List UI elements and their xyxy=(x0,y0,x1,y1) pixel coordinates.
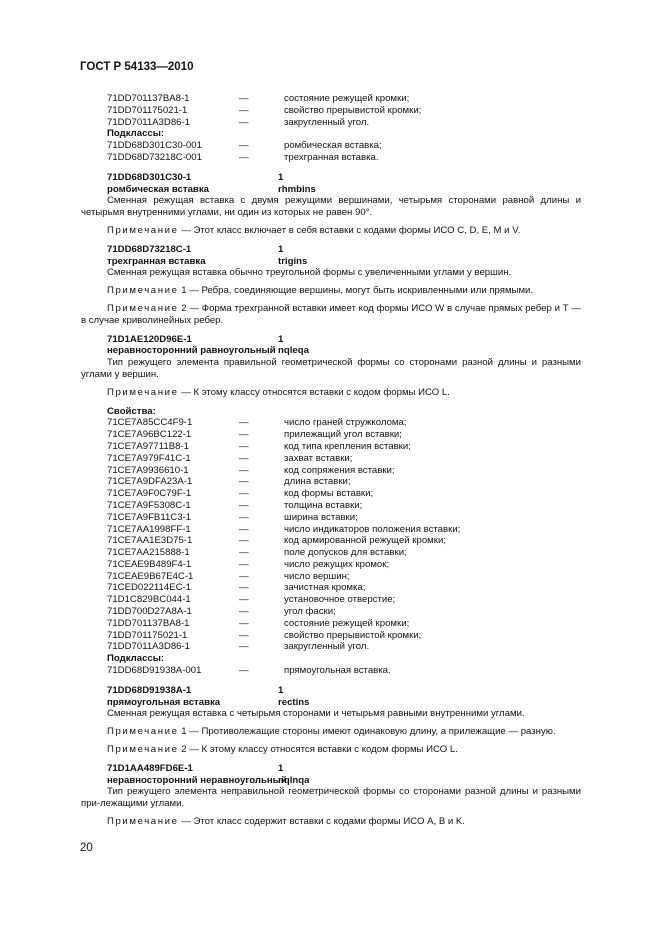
list-item xyxy=(107,571,581,583)
list-item xyxy=(107,117,581,129)
item-name: код типа крепления вставки; xyxy=(284,440,411,452)
note-text: 2 — К этому классу относятся вставки с кодом формы ИСО L. xyxy=(178,744,458,756)
list-item xyxy=(107,582,581,594)
list-item xyxy=(107,453,581,465)
item-code: 71DD700D27A8A-1 xyxy=(107,606,192,618)
item-code: 71CEAE9B489F4-1 xyxy=(107,558,192,570)
class-name: неравносторонний равноугольный xyxy=(107,345,276,357)
item-name: ширина вставки; xyxy=(284,511,358,523)
page-content xyxy=(81,93,581,828)
item-code: 71CE7A85CC4F9-1 xyxy=(107,417,193,429)
item-dash: — xyxy=(239,104,249,116)
list-item xyxy=(107,641,581,653)
item-dash: — xyxy=(239,116,249,128)
item-dash: — xyxy=(239,641,249,653)
class-name: прямоугольная вставка xyxy=(107,696,221,708)
item-dash: — xyxy=(239,476,249,488)
list-item xyxy=(107,618,581,630)
class-code: 71DD68D73218C-1 xyxy=(107,243,192,255)
note-text: — Этот класс содержит вставки с кодами формы ИСО A, B и K. xyxy=(178,816,465,828)
class-description: Тип режущего элемента неправильной геометрической формы со сторонами разной длины и разными при-лежащими углами. xyxy=(81,786,581,810)
item-name: число режущих кромок; xyxy=(284,558,390,570)
item-dash: — xyxy=(239,464,249,476)
item-dash: — xyxy=(239,570,249,582)
class-code: 71D1AE120D96E-1 xyxy=(107,333,192,345)
list-item xyxy=(107,105,581,117)
item-dash: — xyxy=(239,417,249,429)
item-code: 71CE7A9936610-1 xyxy=(107,464,189,476)
class-description: Сменная режущая вставка обычно треугольной формы с увеличенными углами у вершин. xyxy=(107,267,512,279)
note-text: — К этому классу относятся вставки с кодом формы ИСО L. xyxy=(178,386,450,398)
class-heading xyxy=(107,685,581,709)
item-code: 71DD68D73218C-001 xyxy=(107,151,202,163)
note-label: Примечание xyxy=(107,744,179,756)
item-dash: — xyxy=(239,582,249,594)
list-item xyxy=(107,417,581,429)
item-name: код формы вставки; xyxy=(284,488,374,500)
item-code: 71CE7A96BC122-1 xyxy=(107,429,192,441)
item-dash: — xyxy=(239,440,249,452)
item-dash: — xyxy=(239,558,249,570)
item-code: 71D1C829BC044-1 xyxy=(107,594,191,606)
item-code: 71CE7A9F5308C-1 xyxy=(107,499,191,511)
list-item xyxy=(107,429,581,441)
class-version: 1 xyxy=(278,171,284,183)
item-code: 71CEAE9B67E4C-1 xyxy=(107,570,194,582)
item-code: 71DD68D91938A-001 xyxy=(107,665,202,677)
item-code: 71CE7A9DFA23A-1 xyxy=(107,476,193,488)
list-item xyxy=(107,152,581,164)
note-text: 2 — Форма трехгранной вставки имеет код формы ИСО W в случае прямых ребер и Т — в случае криволинейных ребер. xyxy=(81,302,581,326)
class-version: 1 xyxy=(278,684,284,696)
list-item xyxy=(107,524,581,536)
item-name: трехгранная вставка. xyxy=(284,151,379,163)
class-heading xyxy=(107,244,581,268)
note xyxy=(81,225,581,237)
item-name: поле допусков для вставки; xyxy=(284,547,407,559)
list-item xyxy=(107,140,581,152)
list-item xyxy=(107,465,581,477)
item-code: 71DD7011A3D86-1 xyxy=(107,641,191,653)
item-code: 71DD701137BA8-1 xyxy=(107,93,190,104)
top-row-list xyxy=(81,93,581,128)
note-label: Примечание xyxy=(107,726,179,738)
item-name: число индикаторов положения вставки; xyxy=(284,523,461,535)
class-heading xyxy=(107,334,581,358)
item-code: 71DD701175021-1 xyxy=(107,629,188,641)
note xyxy=(81,744,581,756)
class-short: trigins xyxy=(278,255,308,267)
item-name: прилежащий угол вставки; xyxy=(284,429,402,441)
note-label: Примечание xyxy=(107,302,179,314)
item-code: 71CED022114EC-1 xyxy=(107,582,192,594)
item-code: 71CE7A97711B8-1 xyxy=(107,440,189,452)
item-dash: — xyxy=(239,511,249,523)
class-version: 1 xyxy=(278,762,284,774)
item-dash: — xyxy=(239,547,249,559)
item-code: 71CE7AA1998FF-1 xyxy=(107,523,191,535)
item-dash: — xyxy=(239,594,249,606)
properties-label: Свойства: xyxy=(107,405,156,417)
item-dash: — xyxy=(239,499,249,511)
note xyxy=(81,816,581,828)
subclasses-label: Подклассы: xyxy=(107,653,165,665)
item-name: число вершин; xyxy=(284,570,350,582)
document-header: ГОСТ Р 54133—2010 xyxy=(80,61,194,73)
item-name: ромбическая вставка; xyxy=(284,140,382,152)
list-item xyxy=(107,535,581,547)
item-name: свойство прерывистой кромки; xyxy=(284,104,422,116)
class-name: неравносторонний неравноугольный xyxy=(107,774,287,786)
class-code: 71DD68D301C30-1 xyxy=(107,171,192,183)
class-code: 71D1AA489FD6E-1 xyxy=(107,762,193,774)
class-heading xyxy=(107,763,581,787)
item-dash: — xyxy=(239,429,249,441)
note xyxy=(81,303,581,327)
item-name: угол фаски; xyxy=(284,606,336,618)
list-item xyxy=(107,441,581,453)
item-name: установочное отверстие; xyxy=(284,594,396,606)
item-name: свойство прерывистой кромки; xyxy=(284,629,422,641)
note-label: Примечание xyxy=(107,386,179,398)
item-code: 71CE7A9FB11C3-1 xyxy=(107,511,192,523)
note-label: Примечание xyxy=(107,285,179,297)
class-heading xyxy=(107,172,581,196)
class-version: 1 xyxy=(278,333,284,345)
item-code: 71CE7A979F41C-1 xyxy=(107,452,191,464)
class-short: rhmbins xyxy=(278,183,316,195)
note xyxy=(81,726,581,738)
item-code: 71DD701137BA8-1 xyxy=(107,617,190,629)
item-name: захват вставки; xyxy=(284,452,353,464)
list-item xyxy=(107,93,581,105)
item-dash: — xyxy=(239,452,249,464)
note-label: Примечание xyxy=(107,224,179,236)
class-short: nqleqa xyxy=(278,345,309,357)
item-dash: — xyxy=(239,535,249,547)
item-name: зачистная кромка; xyxy=(284,582,366,594)
list-item xyxy=(107,594,581,606)
item-code: 71DD701175021-1 xyxy=(107,104,188,116)
item-dash: — xyxy=(239,93,249,104)
list-item xyxy=(107,547,581,559)
note-text: 1 — Противолежащие стороны имеют одинаковую длину, а прилежащие — разную. xyxy=(178,726,556,738)
item-name: толщина вставки; xyxy=(284,499,363,511)
item-dash: — xyxy=(239,629,249,641)
item-name: код армированной режущей кромки; xyxy=(284,535,446,547)
item-name: закругленный угол. xyxy=(284,641,370,653)
item-dash: — xyxy=(239,606,249,618)
list-item xyxy=(107,488,581,500)
item-name: состояние режущей кромки; xyxy=(284,617,410,629)
class-description: Тип режущего элемента правильной геометрической формы со сторонами разной длины и разными углами у вершин. xyxy=(81,357,581,380)
class-code: 71DD68D91938A-1 xyxy=(107,684,192,696)
list-item xyxy=(107,630,581,642)
item-dash: — xyxy=(239,665,249,677)
class-description: Сменная режущая вставка с четырьмя сторонами и четырьмя равными внутренними углами. xyxy=(107,708,525,720)
list-item xyxy=(107,512,581,524)
item-name: длина вставки; xyxy=(284,476,351,488)
class-short: rectins xyxy=(278,696,310,708)
item-dash: — xyxy=(239,617,249,629)
item-code: 71CE7AA215888-1 xyxy=(107,547,190,559)
list-item xyxy=(107,559,581,571)
list-item xyxy=(107,665,581,677)
note xyxy=(81,387,581,399)
item-name: прямоугольная вставка. xyxy=(284,665,391,677)
note-text: 1 — Ребра, соединяющие вершины, могут быть искривленными или прямыми. xyxy=(178,285,534,297)
class-short: nqlnqa xyxy=(278,774,310,786)
item-name: закругленный угол. xyxy=(284,116,370,128)
list-item xyxy=(107,606,581,618)
item-code: 71DD7011A3D86-1 xyxy=(107,116,191,128)
note-text: — Этот класс включает в себя вставки с кодами формы ИСО C, D, E, M и V. xyxy=(178,224,521,236)
list-item xyxy=(107,476,581,488)
item-code: 71DD68D301C30-001 xyxy=(107,140,202,152)
item-code: 71CE7AA1E3D75-1 xyxy=(107,535,193,547)
properties-list xyxy=(81,417,581,653)
note xyxy=(81,285,581,297)
item-dash: — xyxy=(239,488,249,500)
item-name: код сопряжения вставки; xyxy=(284,464,395,476)
item-dash: — xyxy=(239,140,249,152)
list-item xyxy=(107,500,581,512)
class-description: Сменная режущая вставка с двумя режущими вершинами, четырьмя сторонами равной длины и четырьмя внутренними углами, ни один из которых не равен 90°. xyxy=(81,195,581,219)
item-code: 71CE7A9F0C79F-1 xyxy=(107,488,192,500)
class-version: 1 xyxy=(278,243,284,255)
item-dash: — xyxy=(239,151,249,163)
item-dash: — xyxy=(239,523,249,535)
item-name: число граней стружколома; xyxy=(284,417,407,429)
class-name: трехгранная вставка xyxy=(107,255,206,267)
item-name: состояние режущей кромки; xyxy=(284,93,410,104)
class-name: ромбическая вставка xyxy=(107,183,209,195)
page-number: 20 xyxy=(80,842,93,854)
subclasses-label: Подклассы: xyxy=(107,128,165,140)
note-label: Примечание xyxy=(107,816,179,828)
